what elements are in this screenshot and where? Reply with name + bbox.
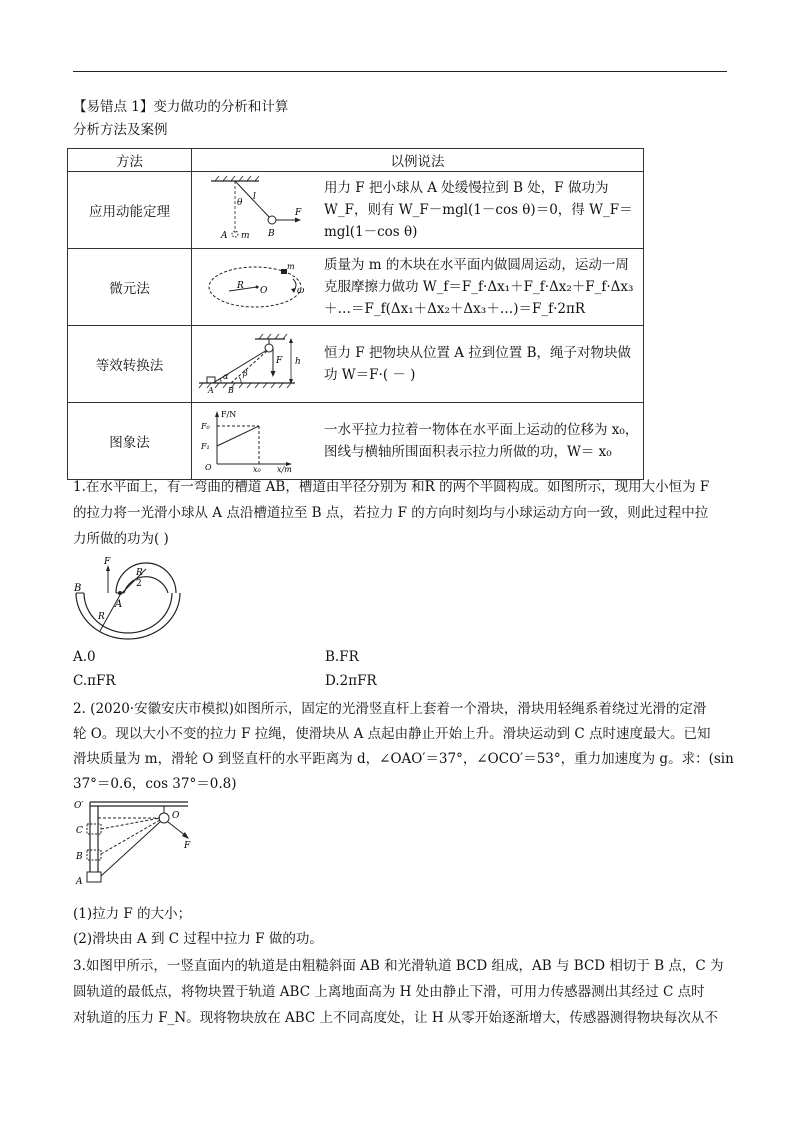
- label-B: B: [228, 386, 234, 395]
- methods-table: [67, 148, 644, 480]
- label-A: A: [76, 877, 83, 887]
- label-C: C: [76, 826, 83, 836]
- q2-line-2: 轮 O。现以大小不变的拉力 F 拉绳，使滑块从 A 点起由静止开始上升。滑块运动到 C 点时速度最大。已知: [73, 726, 711, 742]
- q2-sub-question-2: (2)滑块由 A 到 C 过程中拉力 F 做的功。: [73, 931, 323, 947]
- label-F: F: [104, 557, 111, 567]
- example-text: 一水平拉力拉着一物体在水平面上运动的位移为 x₀，图线与横轴所围面积表示拉力所做的功，W＝ x₀: [324, 422, 639, 460]
- table-row: [68, 172, 644, 249]
- force-displacement-graph: [197, 408, 317, 474]
- label-F: F: [276, 356, 283, 366]
- q1-line-3: 力所做的功为( ): [73, 531, 169, 547]
- label-F0: F₀: [201, 422, 210, 431]
- label-B: B: [268, 229, 275, 239]
- q1-option-a[interactable]: A.0: [73, 649, 96, 665]
- label-O: O: [260, 286, 268, 296]
- label-F: F: [295, 208, 302, 218]
- label-origin: O: [205, 463, 212, 472]
- method-name: 微元法: [68, 249, 192, 326]
- label-m: m: [241, 231, 250, 241]
- example-text: 质量为 m 的木块在水平面内做圆周运动，运动一周克服摩擦力做功 W_f＝F_f·Δx₁＋F_f·Δx₂＋F_f·Δx₃＋…＝F_f(Δx₁＋Δx₂＋Δx₃＋…)＝F_f·2πR: [324, 257, 634, 317]
- q3-line-3: 对轨道的压力 F_N。现将物块放在 ABC 上不同高度处，让 H 从零开始逐渐增大，传感器测得物块每次从不: [73, 1010, 718, 1026]
- q2-sub-question-1: (1)拉力 F 的大小；: [73, 906, 192, 922]
- label-x-axis: x/m: [277, 465, 292, 474]
- label-O-prime: O′: [74, 801, 84, 811]
- label-l: l: [253, 192, 256, 202]
- label-R-half: R: [136, 568, 143, 578]
- label-F: F: [184, 841, 191, 851]
- table-row: [68, 249, 644, 326]
- groove-figure: [70, 555, 190, 645]
- label-F1: F₁: [201, 442, 210, 451]
- label-two: 2: [136, 579, 142, 589]
- header-rule: [73, 71, 727, 72]
- method-name: 应用动能定理: [68, 172, 192, 249]
- label-m: m: [287, 262, 295, 271]
- label-A: A: [208, 386, 214, 395]
- label-B: B: [74, 583, 82, 594]
- section-title: 【易错点 1】变力做功的分析和计算: [73, 99, 289, 115]
- pendulum-figure: [197, 175, 317, 245]
- label-A: A: [221, 231, 228, 241]
- q1-option-c[interactable]: C.πFR: [73, 673, 116, 689]
- label-h: h: [295, 357, 301, 367]
- label-B: B: [76, 852, 83, 862]
- label-A: A: [115, 599, 123, 610]
- pulley-figure: [195, 333, 319, 395]
- q1-option-d[interactable]: D.2πFR: [325, 673, 377, 689]
- example-text: 用力 F 把小球从 A 处缓慢拉到 B 处，F 做功为 W_F，则有 W_F－mgl(1－cos θ)＝0，得 W_F＝mgl(1－cos θ): [324, 180, 633, 240]
- label-y-axis: F/N: [221, 410, 237, 419]
- slider-rod-figure: [70, 796, 200, 896]
- q3-line-1: 3.如图甲所示，一竖直面内的轨道是由粗糙斜面 AB 和光滑轨道 BCD 组成，AB 与 BCD 相切于 B 点，C 为: [73, 958, 724, 974]
- q2-line-1: 2. (2020·安徽安庆市模拟)如图所示，固定的光滑竖直杆上套着一个滑块，滑块用轻绳系着绕过光滑的定滑: [73, 701, 707, 717]
- example-text: 恒力 F 把物块从位置 A 拉到位置 B，绳子对物块做功 W＝F·( － ): [324, 345, 631, 383]
- q1-line-2: 的拉力将一光滑小球从 A 点沿槽道拉至 B 点，若拉力 F 的方向时刻均与小球运动方向一致，则此过程中拉: [73, 505, 709, 521]
- label-R: R: [98, 612, 105, 622]
- label-beta: β: [243, 369, 248, 378]
- label-omega: ω: [297, 286, 305, 296]
- circular-motion-figure: [197, 257, 317, 317]
- label-R: R: [237, 281, 244, 291]
- label-theta: θ: [237, 198, 243, 208]
- label-O: O: [172, 811, 180, 821]
- table-row: [68, 403, 644, 480]
- method-name: 图象法: [68, 403, 192, 480]
- subtitle: 分析方法及案例: [73, 122, 168, 138]
- header-example: 以例说法: [192, 149, 644, 172]
- header-method: 方法: [68, 149, 192, 172]
- q3-line-2: 圆轨道的最低点，将物块置于轨道 ABC 上离地面高为 H 处由静止下滑，可用力传感器测出其经过 C 点时: [73, 984, 705, 1000]
- label-alpha: α: [223, 372, 229, 381]
- q2-line-4: 37°＝0.6，cos 37°＝0.8): [73, 776, 237, 792]
- label-x0: x₀: [253, 465, 261, 474]
- q1-option-b[interactable]: B.FR: [325, 649, 359, 665]
- table-row: [68, 326, 644, 403]
- q1-line-1: 1.在水平面上，有一弯曲的槽道 AB，槽道由半径分别为 和R 的两个半圆构成。如图所示，现用大小恒为 F: [73, 479, 710, 495]
- q2-line-3: 滑块质量为 m，滑轮 O 到竖直杆的水平距离为 d，∠OAO′＝37°，∠OCO′＝53°，重力加速度为 g。求：(sin: [73, 751, 734, 767]
- method-name: 等效转换法: [68, 326, 192, 403]
